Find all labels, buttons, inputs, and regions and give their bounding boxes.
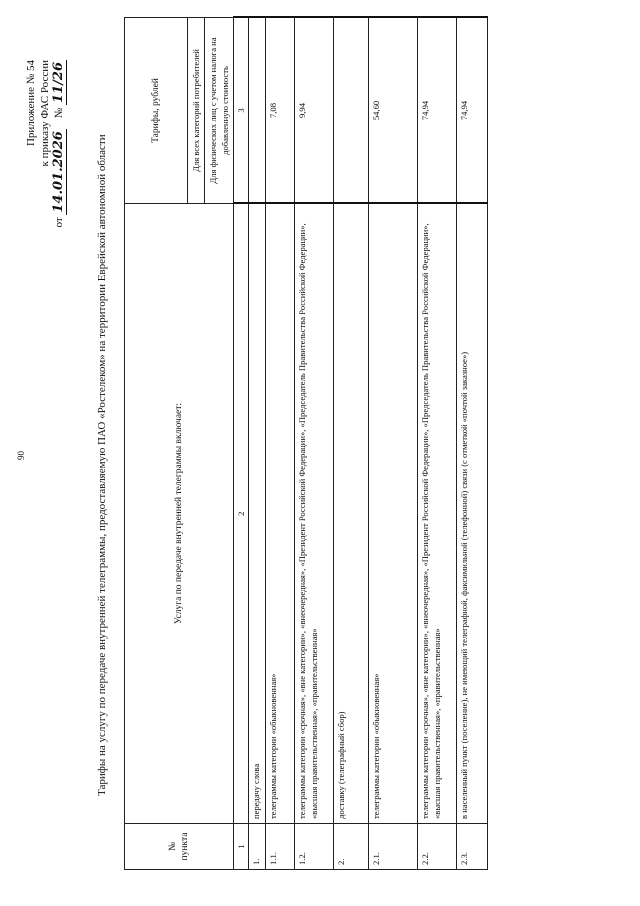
row-number: 1. bbox=[249, 824, 266, 870]
table-row bbox=[249, 18, 266, 870]
header-individuals: Для физических лиц с учетом налога на добавленную стоимость bbox=[208, 37, 230, 184]
appendix-date-line bbox=[52, 60, 66, 228]
tariff-table bbox=[124, 17, 488, 871]
row-text: доставку (телеграфный сбор) bbox=[334, 204, 369, 824]
table-row bbox=[266, 18, 295, 870]
row-text: телеграммы категории «обыкновенная» bbox=[369, 204, 418, 824]
row-value bbox=[334, 18, 369, 204]
row-number: 1.2. bbox=[295, 824, 334, 870]
header-tariffs: Тарифы, рублей bbox=[125, 18, 188, 204]
row-number: 2.3. bbox=[457, 824, 488, 870]
index-2: 2 bbox=[234, 204, 249, 824]
table-row bbox=[334, 18, 369, 870]
date-value: 14.01.2026 bbox=[51, 131, 66, 213]
row-value: 74,94 bbox=[457, 18, 488, 204]
header-number: № пункта bbox=[125, 824, 234, 870]
row-number: 2.2. bbox=[418, 824, 457, 870]
header-row-1 bbox=[125, 18, 188, 870]
header-subcolumns bbox=[188, 18, 234, 204]
row-text: телеграммы категории «обыкновенная» bbox=[266, 204, 295, 824]
date-prefix: от bbox=[53, 217, 65, 228]
row-number: 1.1. bbox=[266, 824, 295, 870]
number-prefix: № bbox=[53, 107, 65, 119]
number-value: 11/26 bbox=[51, 62, 66, 103]
appendix-block bbox=[24, 60, 66, 228]
row-number: 2. bbox=[334, 824, 369, 870]
row-value bbox=[249, 18, 266, 204]
row-value: 54,60 bbox=[369, 18, 418, 204]
header-all-consumers: Для всех категорий потребителей bbox=[188, 18, 205, 203]
row-value: 9,94 bbox=[295, 18, 334, 204]
document-title: Тарифы на услугу по передаче внутренней телеграммы, предоставляемую ПАО «Ростелеком» на территории Еврейской автономной области bbox=[96, 134, 108, 796]
row-number: 2.1. bbox=[369, 824, 418, 870]
appendix-line2: к приказу ФАС России bbox=[39, 60, 51, 167]
row-value: 74,94 bbox=[418, 18, 457, 204]
index-row bbox=[234, 18, 249, 870]
appendix-line1: Приложение № 54 bbox=[25, 60, 37, 147]
table-row bbox=[369, 18, 418, 870]
row-text: телеграммы категории «срочная», «вне категории», «внеочередная», «Президент Российской Федерации», «Председатель Правительства Российской Федерации», «высшая правительственная», «правительственная» bbox=[418, 204, 457, 824]
table-row bbox=[457, 18, 488, 870]
index-1: 1 bbox=[234, 824, 249, 870]
row-text: в населенный пункт (поселение), не имеющий телеграфной, факсимильной (телефонной) связи (с отметкой «почтой заказное») bbox=[457, 204, 488, 824]
page-number: 90 bbox=[16, 451, 26, 460]
row-value: 7,08 bbox=[266, 18, 295, 204]
row-text: передачу слова bbox=[249, 204, 266, 824]
row-text: телеграммы категории «срочная», «вне категории», «внеочередная», «Президент Российской Федерации», «Председатель Правительства Российской Федерации», «высшая правительственная», «правительственная» bbox=[295, 204, 334, 824]
table-row bbox=[295, 18, 334, 870]
header-service: Услуга по передаче внутренней телеграммы включает: bbox=[125, 204, 234, 824]
index-3: 3 bbox=[234, 18, 249, 204]
table-row bbox=[418, 18, 457, 870]
